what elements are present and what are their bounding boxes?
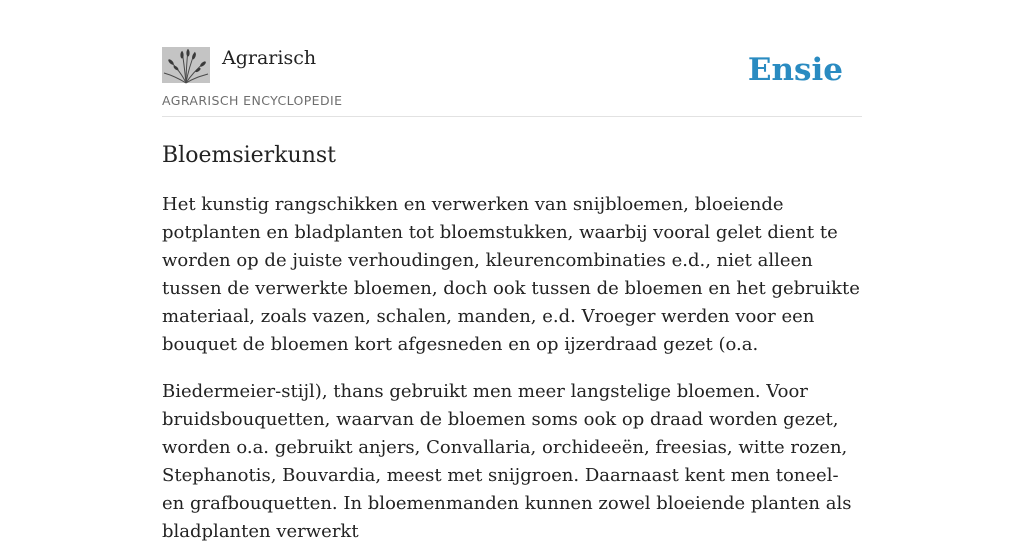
site-header <box>162 46 862 117</box>
article-title: Bloemsierkunst <box>162 143 336 168</box>
page <box>162 0 862 546</box>
site-subtitle: AGRARISCH ENCYCLOPEDIE <box>162 93 343 108</box>
site-title[interactable]: Agrarisch <box>222 47 317 69</box>
brand-logo-link[interactable]: Ensie <box>747 52 843 88</box>
article-content <box>162 191 862 546</box>
article-paragraph: Biedermeier-stijl), thans gebruikt men meer langstelige bloemen. Voor bruidsbouquetten, waarvan de bloemen soms ook op draad worden gezet, worden o.a. gebruikt anjers, Convallaria, orchideeën, freesias, witte rozen, Stephanotis, Bouvardia, meest met snijgroen. Daarnaast kent men toneel- en grafbouquetten. In bloemenmanden kunnen zowel bloeiende planten als bladplanten verwerkt <box>162 381 852 542</box>
article-paragraph: Het kunstig rangschikken en verwerken van snijbloemen, bloeiende potplanten en bladplanten tot bloemstukken, waarbij vooral gelet dient te worden op de juiste verhoudingen, kleurencombinaties e.d., niet alleen tussen de verwerkte bloemen, doch ook tussen de bloemen en het gebruikte materiaal, zoals vazen, schalen, manden, e.d. Vroeger werden voor een bouquet de bloemen kort afgesneden en op ijzerdraad gezet (o.a. <box>162 194 860 355</box>
wheat-grass-logo-icon[interactable] <box>162 47 210 83</box>
